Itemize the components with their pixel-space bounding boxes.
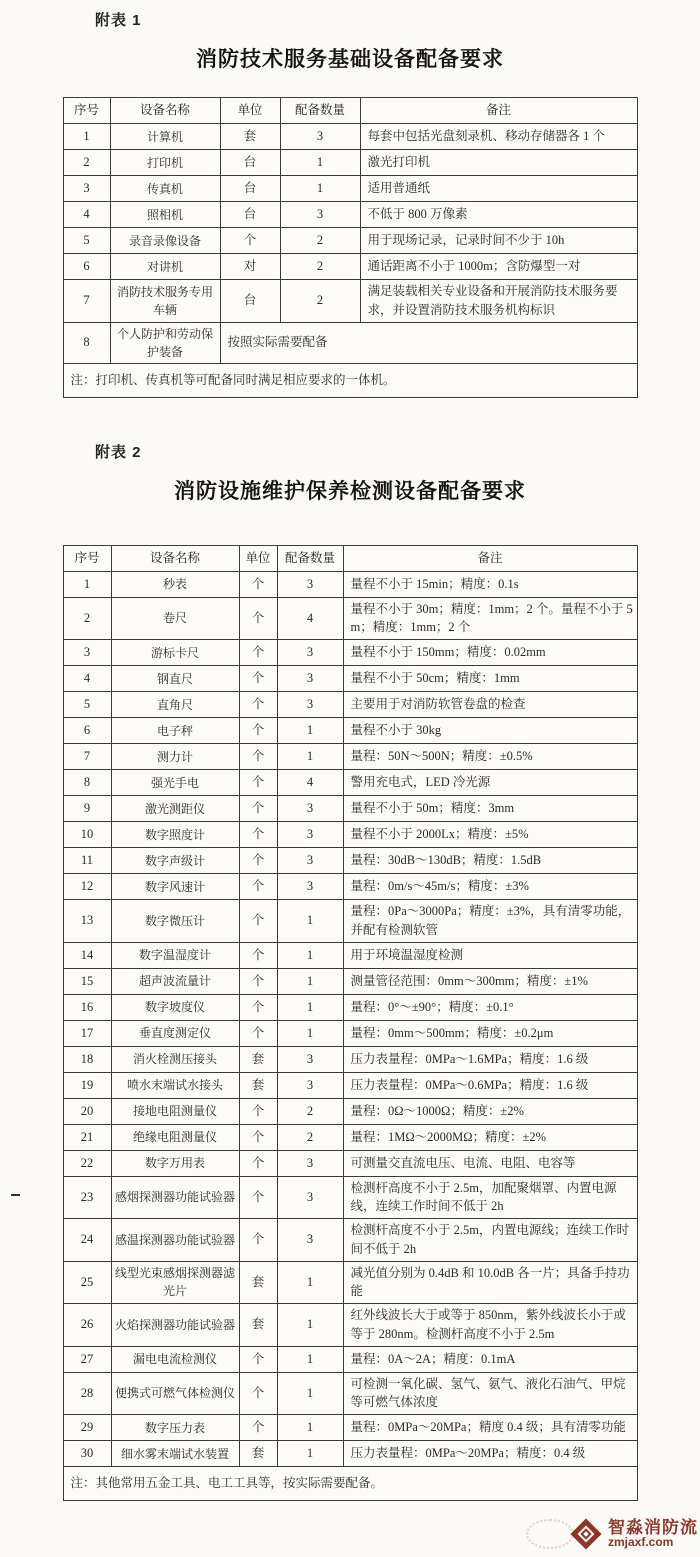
table-row bbox=[63, 1098, 637, 1124]
cell: 3 bbox=[277, 874, 343, 900]
table-row bbox=[63, 1415, 637, 1441]
cell: 30 bbox=[63, 1441, 111, 1467]
cell: 量程不小于 30m；精度：1mm；2 个。量程不小于 5m；精度：1mm；2 个 bbox=[343, 597, 637, 640]
cell: 19 bbox=[63, 1072, 111, 1098]
cell: 2 bbox=[280, 280, 360, 323]
cell: 对 bbox=[220, 254, 280, 280]
table2-equipment bbox=[63, 545, 638, 1502]
stamp-icon bbox=[526, 1519, 574, 1549]
cell: 消火栓测压接头 bbox=[111, 1046, 239, 1072]
table-row bbox=[63, 1441, 637, 1467]
cell: 套 bbox=[239, 1261, 277, 1304]
cell: 8 bbox=[63, 770, 111, 796]
cell: 个 bbox=[239, 1020, 277, 1046]
cell: 卷尺 bbox=[111, 597, 239, 640]
cell: 数字坡度仪 bbox=[111, 994, 239, 1020]
cell: 套 bbox=[239, 1072, 277, 1098]
cell: 接地电阻测量仪 bbox=[111, 1098, 239, 1124]
cell: 2 bbox=[277, 1124, 343, 1150]
cell: 台 bbox=[220, 202, 280, 228]
cell: 套 bbox=[239, 1046, 277, 1072]
table-row bbox=[63, 770, 637, 796]
cell: 17 bbox=[63, 1020, 111, 1046]
footnote-row bbox=[63, 1467, 637, 1501]
cell: 6 bbox=[63, 718, 111, 744]
cell: 1 bbox=[277, 1415, 343, 1441]
table-footnote: 注：其他常用五金工具、电工工具等，按实际需要配备。 bbox=[63, 1467, 637, 1501]
cell: 2 bbox=[63, 597, 111, 640]
cell: 个 bbox=[239, 1124, 277, 1150]
cell: 11 bbox=[63, 848, 111, 874]
cell: 27 bbox=[63, 1346, 111, 1372]
cell: 个 bbox=[239, 1150, 277, 1176]
cell: 个 bbox=[239, 597, 277, 640]
table-row bbox=[63, 1150, 637, 1176]
cell: 个 bbox=[239, 1176, 277, 1219]
cell: 激光打印机 bbox=[360, 150, 637, 176]
cell: 量程：50N～500N；精度：±0.5% bbox=[343, 744, 637, 770]
column-header: 序号 bbox=[63, 98, 110, 124]
cell: 打印机 bbox=[110, 150, 220, 176]
cell: 1 bbox=[277, 1261, 343, 1304]
cell: 28 bbox=[63, 1372, 111, 1415]
table2-title: 消防设施维护保养检测设备配备要求 bbox=[174, 479, 526, 503]
cell: 1 bbox=[277, 900, 343, 943]
table-row bbox=[63, 176, 637, 202]
cell: 绝缘电阻测量仪 bbox=[111, 1124, 239, 1150]
table-row bbox=[63, 597, 637, 640]
cell: 可检测一氧化碳、氢气、氨气、液化石油气、甲烷等可燃气体浓度 bbox=[343, 1372, 637, 1415]
cell: 3 bbox=[277, 1072, 343, 1098]
table2-label: 附表 2 bbox=[95, 443, 142, 461]
cell: 12 bbox=[63, 874, 111, 900]
cell: 个 bbox=[239, 900, 277, 943]
cell: 3 bbox=[277, 640, 343, 666]
cell: 个 bbox=[239, 692, 277, 718]
column-header: 设备名称 bbox=[110, 98, 220, 124]
cell: 3 bbox=[280, 124, 360, 150]
cell: 14 bbox=[63, 942, 111, 968]
cell: 压力表量程：0MPa～0.6MPa；精度：1.6 级 bbox=[343, 1072, 637, 1098]
cell: 通话距离不小于 1000m；含防爆型一对 bbox=[360, 254, 637, 280]
cell: 钢直尺 bbox=[111, 666, 239, 692]
cell: 喷水末端试水接头 bbox=[111, 1072, 239, 1098]
footnote-row bbox=[63, 363, 637, 397]
table-row bbox=[63, 900, 637, 943]
cell: 感温探测器功能试验器 bbox=[111, 1219, 239, 1262]
brand-domain: zmjaxf.com bbox=[608, 1535, 674, 1550]
cell: 强光手电 bbox=[111, 770, 239, 796]
cell: 量程：0°～±90°；精度：±0.1° bbox=[343, 994, 637, 1020]
table-row bbox=[63, 1219, 637, 1262]
cell: 个 bbox=[239, 822, 277, 848]
cell: 1 bbox=[277, 1441, 343, 1467]
cell: 线型光束感烟探测器滤光片 bbox=[111, 1261, 239, 1304]
cell: 量程不小于 15min；精度：0.1s bbox=[343, 571, 637, 597]
cell: 25 bbox=[63, 1261, 111, 1304]
cell: 红外线波长大于或等于 850nm，紫外线波长小于或等于 280nm。检测杆高度不小于 2.5m bbox=[343, 1304, 637, 1347]
cell: 3 bbox=[277, 1046, 343, 1072]
cell: 数字风速计 bbox=[111, 874, 239, 900]
table-row bbox=[63, 666, 637, 692]
cell: 7 bbox=[63, 744, 111, 770]
cell: 1 bbox=[277, 1372, 343, 1415]
cell: 适用普通纸 bbox=[360, 176, 637, 202]
cell: 个 bbox=[239, 848, 277, 874]
cell: 4 bbox=[277, 770, 343, 796]
table1-equipment bbox=[63, 97, 638, 398]
table-row bbox=[63, 718, 637, 744]
cell: 个 bbox=[239, 796, 277, 822]
cell: 1 bbox=[277, 994, 343, 1020]
table-row bbox=[63, 968, 637, 994]
table-row bbox=[63, 848, 637, 874]
table-footnote: 注：打印机、传真机等可配备同时满足相应要求的一体机。 bbox=[63, 363, 637, 397]
cell: 台 bbox=[220, 176, 280, 202]
table-row bbox=[63, 692, 637, 718]
table-row bbox=[63, 874, 637, 900]
cell: 3 bbox=[63, 640, 111, 666]
header-row bbox=[63, 545, 637, 571]
table1-label: 附表 1 bbox=[95, 12, 142, 29]
column-header: 单位 bbox=[220, 98, 280, 124]
cell: 按照实际需要配备 bbox=[220, 322, 637, 363]
cell: 16 bbox=[63, 994, 111, 1020]
cell: 感烟探测器功能试验器 bbox=[111, 1176, 239, 1219]
cell: 2 bbox=[280, 254, 360, 280]
cell: 1 bbox=[280, 150, 360, 176]
table-row bbox=[63, 254, 637, 280]
cell: 量程：0Ω～1000Ω；精度：±2% bbox=[343, 1098, 637, 1124]
cell: 对讲机 bbox=[110, 254, 220, 280]
cell: 数字声级计 bbox=[111, 848, 239, 874]
cell: 2 bbox=[280, 228, 360, 254]
table-row bbox=[63, 228, 637, 254]
table-row bbox=[63, 640, 637, 666]
table-row bbox=[63, 1372, 637, 1415]
cell: 细水雾末端试水装置 bbox=[111, 1441, 239, 1467]
cell: 量程：0A～2A；精度：0.1mA bbox=[343, 1346, 637, 1372]
cell: 个 bbox=[239, 874, 277, 900]
cell: 3 bbox=[277, 1150, 343, 1176]
cell: 13 bbox=[63, 900, 111, 943]
cell: 3 bbox=[277, 692, 343, 718]
cell: 主要用于对消防软管卷盘的检查 bbox=[343, 692, 637, 718]
cell: 量程不小于 50cm；精度：1mm bbox=[343, 666, 637, 692]
cell: 3 bbox=[280, 202, 360, 228]
cell: 个 bbox=[239, 994, 277, 1020]
cell: 台 bbox=[220, 150, 280, 176]
table-row bbox=[63, 994, 637, 1020]
cell: 计算机 bbox=[110, 124, 220, 150]
brand-name: 智淼消防流 bbox=[608, 1517, 698, 1537]
margin-mark bbox=[11, 1194, 20, 1196]
cell: 量程不小于 30kg bbox=[343, 718, 637, 744]
column-header: 备注 bbox=[343, 545, 637, 571]
cell: 减光值分别为 0.4dB 和 10.0dB 各一片；具备手持功能 bbox=[343, 1261, 637, 1304]
table-row bbox=[63, 124, 637, 150]
cell: 1 bbox=[277, 968, 343, 994]
cell: 4 bbox=[277, 597, 343, 640]
cell: 个 bbox=[239, 942, 277, 968]
table-row bbox=[63, 202, 637, 228]
table-row bbox=[63, 1124, 637, 1150]
cell: 5 bbox=[63, 692, 111, 718]
cell: 警用充电式，LED 冷光源 bbox=[343, 770, 637, 796]
table-row bbox=[63, 1176, 637, 1219]
cell: 1 bbox=[277, 942, 343, 968]
cell: 量程：30dB～130dB；精度：1.5dB bbox=[343, 848, 637, 874]
cell: 4 bbox=[63, 666, 111, 692]
cell: 量程：1MΩ～2000MΩ；精度：±2% bbox=[343, 1124, 637, 1150]
table-row bbox=[63, 571, 637, 597]
cell: 个 bbox=[239, 1098, 277, 1124]
cell: 每套中包括光盘刻录机、移动存储器各 1 个 bbox=[360, 124, 637, 150]
cell: 消防技术服务专用车辆 bbox=[110, 280, 220, 323]
cell: 漏电电流检测仪 bbox=[111, 1346, 239, 1372]
cell: 垂直度测定仪 bbox=[111, 1020, 239, 1046]
cell: 24 bbox=[63, 1219, 111, 1262]
cell: 26 bbox=[63, 1304, 111, 1347]
cell: 29 bbox=[63, 1415, 111, 1441]
column-header: 备注 bbox=[360, 98, 637, 124]
cell: 1 bbox=[280, 176, 360, 202]
table-row bbox=[63, 744, 637, 770]
cell: 个 bbox=[239, 571, 277, 597]
cell: 数字万用表 bbox=[111, 1150, 239, 1176]
cell: 套 bbox=[239, 1441, 277, 1467]
table-row bbox=[63, 280, 637, 323]
cell: 超声波流量计 bbox=[111, 968, 239, 994]
cell: 个 bbox=[239, 744, 277, 770]
table-row bbox=[63, 1046, 637, 1072]
cell: 电子秤 bbox=[111, 718, 239, 744]
cell: 量程不小于 50m；精度：3mm bbox=[343, 796, 637, 822]
cell: 6 bbox=[63, 254, 110, 280]
cell: 21 bbox=[63, 1124, 111, 1150]
cell: 3 bbox=[277, 666, 343, 692]
cell: 1 bbox=[277, 1346, 343, 1372]
cell: 直角尺 bbox=[111, 692, 239, 718]
cell: 23 bbox=[63, 1176, 111, 1219]
cell: 1 bbox=[277, 744, 343, 770]
cell: 压力表量程：0MPa～1.6MPa；精度：1.6 级 bbox=[343, 1046, 637, 1072]
cell: 个 bbox=[239, 1415, 277, 1441]
cell: 个 bbox=[239, 770, 277, 796]
cell: 个人防护和劳动保护装备 bbox=[110, 322, 220, 363]
cell: 检测杆高度不小于 2.5m，内置电源线；连续工作时间不低于 2h bbox=[343, 1219, 637, 1262]
column-header: 序号 bbox=[63, 545, 111, 571]
cell: 20 bbox=[63, 1098, 111, 1124]
table-row bbox=[63, 1020, 637, 1046]
cell: 1 bbox=[277, 1304, 343, 1347]
column-header: 设备名称 bbox=[111, 545, 239, 571]
cell: 不低于 800 万像素 bbox=[360, 202, 637, 228]
cell: 量程不小于 2000Lx；精度：±5% bbox=[343, 822, 637, 848]
cell: 数字微压计 bbox=[111, 900, 239, 943]
cell: 个 bbox=[220, 228, 280, 254]
cell: 18 bbox=[63, 1046, 111, 1072]
cell: 3 bbox=[277, 1176, 343, 1219]
table-row bbox=[63, 822, 637, 848]
table1-title: 消防技术服务基础设备配备要求 bbox=[196, 48, 504, 71]
cell: 测力计 bbox=[111, 744, 239, 770]
cell: 游标卡尺 bbox=[111, 640, 239, 666]
cell: 22 bbox=[63, 1150, 111, 1176]
cell: 量程：0Pa～3000Pa；精度：±3%，具有清零功能，并配有检测软管 bbox=[343, 900, 637, 943]
cell: 1 bbox=[277, 718, 343, 744]
cell: 个 bbox=[239, 718, 277, 744]
cell: 7 bbox=[63, 280, 110, 323]
cell: 个 bbox=[239, 640, 277, 666]
cell: 台 bbox=[220, 280, 280, 323]
cell: 检测杆高度不小于 2.5m，加配聚烟罩、内置电源线，连续工作时间不低于 2h bbox=[343, 1176, 637, 1219]
cell: 数字温湿度计 bbox=[111, 942, 239, 968]
cell: 8 bbox=[63, 322, 110, 363]
cell: 2 bbox=[277, 1098, 343, 1124]
table-row bbox=[63, 1261, 637, 1304]
table-row bbox=[63, 1346, 637, 1372]
cell: 压力表量程：0MPa～20MPa；精度：0.4 级 bbox=[343, 1441, 637, 1467]
cell: 个 bbox=[239, 968, 277, 994]
cell: 用于现场记录，记录时间不少于 10h bbox=[360, 228, 637, 254]
cell: 2 bbox=[63, 150, 110, 176]
table-row bbox=[63, 796, 637, 822]
column-header: 配备数量 bbox=[280, 98, 360, 124]
cell: 3 bbox=[277, 796, 343, 822]
header-row bbox=[63, 98, 637, 124]
cell: 个 bbox=[239, 1346, 277, 1372]
cell: 个 bbox=[239, 666, 277, 692]
cell: 10 bbox=[63, 822, 111, 848]
cell: 套 bbox=[239, 1304, 277, 1347]
cell: 量程：0mm～500mm；精度：±0.2μm bbox=[343, 1020, 637, 1046]
cell: 3 bbox=[277, 571, 343, 597]
cell: 个 bbox=[239, 1219, 277, 1262]
cell: 便携式可燃气体检测仪 bbox=[111, 1372, 239, 1415]
cell: 1 bbox=[63, 571, 111, 597]
cell: 1 bbox=[277, 1020, 343, 1046]
table-row bbox=[63, 150, 637, 176]
cell: 5 bbox=[63, 228, 110, 254]
cell: 数字压力表 bbox=[111, 1415, 239, 1441]
cell: 传真机 bbox=[110, 176, 220, 202]
table-row bbox=[63, 322, 637, 363]
cell: 4 bbox=[63, 202, 110, 228]
cell: 15 bbox=[63, 968, 111, 994]
cell: 量程：0m/s～45m/s；精度：±3% bbox=[343, 874, 637, 900]
cell: 3 bbox=[63, 176, 110, 202]
cell: 个 bbox=[239, 1372, 277, 1415]
cell: 1 bbox=[63, 124, 110, 150]
cell: 量程不小于 150mm；精度：0.02mm bbox=[343, 640, 637, 666]
cell: 3 bbox=[277, 1219, 343, 1262]
table-row bbox=[63, 1304, 637, 1347]
cell: 3 bbox=[277, 848, 343, 874]
cell: 秒表 bbox=[111, 571, 239, 597]
brand-diamond-icon bbox=[570, 1518, 601, 1549]
column-header: 单位 bbox=[239, 545, 277, 571]
cell: 9 bbox=[63, 796, 111, 822]
cell: 数字照度计 bbox=[111, 822, 239, 848]
cell: 火焰探测器功能试验器 bbox=[111, 1304, 239, 1347]
cell: 测量管径范围：0mm～300mm；精度：±1% bbox=[343, 968, 637, 994]
table-row bbox=[63, 1072, 637, 1098]
table-row bbox=[63, 942, 637, 968]
cell: 3 bbox=[277, 822, 343, 848]
cell: 照相机 bbox=[110, 202, 220, 228]
brand-watermark bbox=[526, 1519, 698, 1549]
cell: 激光测距仪 bbox=[111, 796, 239, 822]
cell: 量程：0MPa～20MPa；精度 0.4 级；具有清零功能 bbox=[343, 1415, 637, 1441]
cell: 可测量交直流电压、电流、电阻、电容等 bbox=[343, 1150, 637, 1176]
cell: 录音录像设备 bbox=[110, 228, 220, 254]
cell: 满足装载相关专业设备和开展消防技术服务要求，并设置消防技术服务机构标识 bbox=[360, 280, 637, 323]
cell: 套 bbox=[220, 124, 280, 150]
cell: 用于环境温湿度检测 bbox=[343, 942, 637, 968]
column-header: 配备数量 bbox=[277, 545, 343, 571]
